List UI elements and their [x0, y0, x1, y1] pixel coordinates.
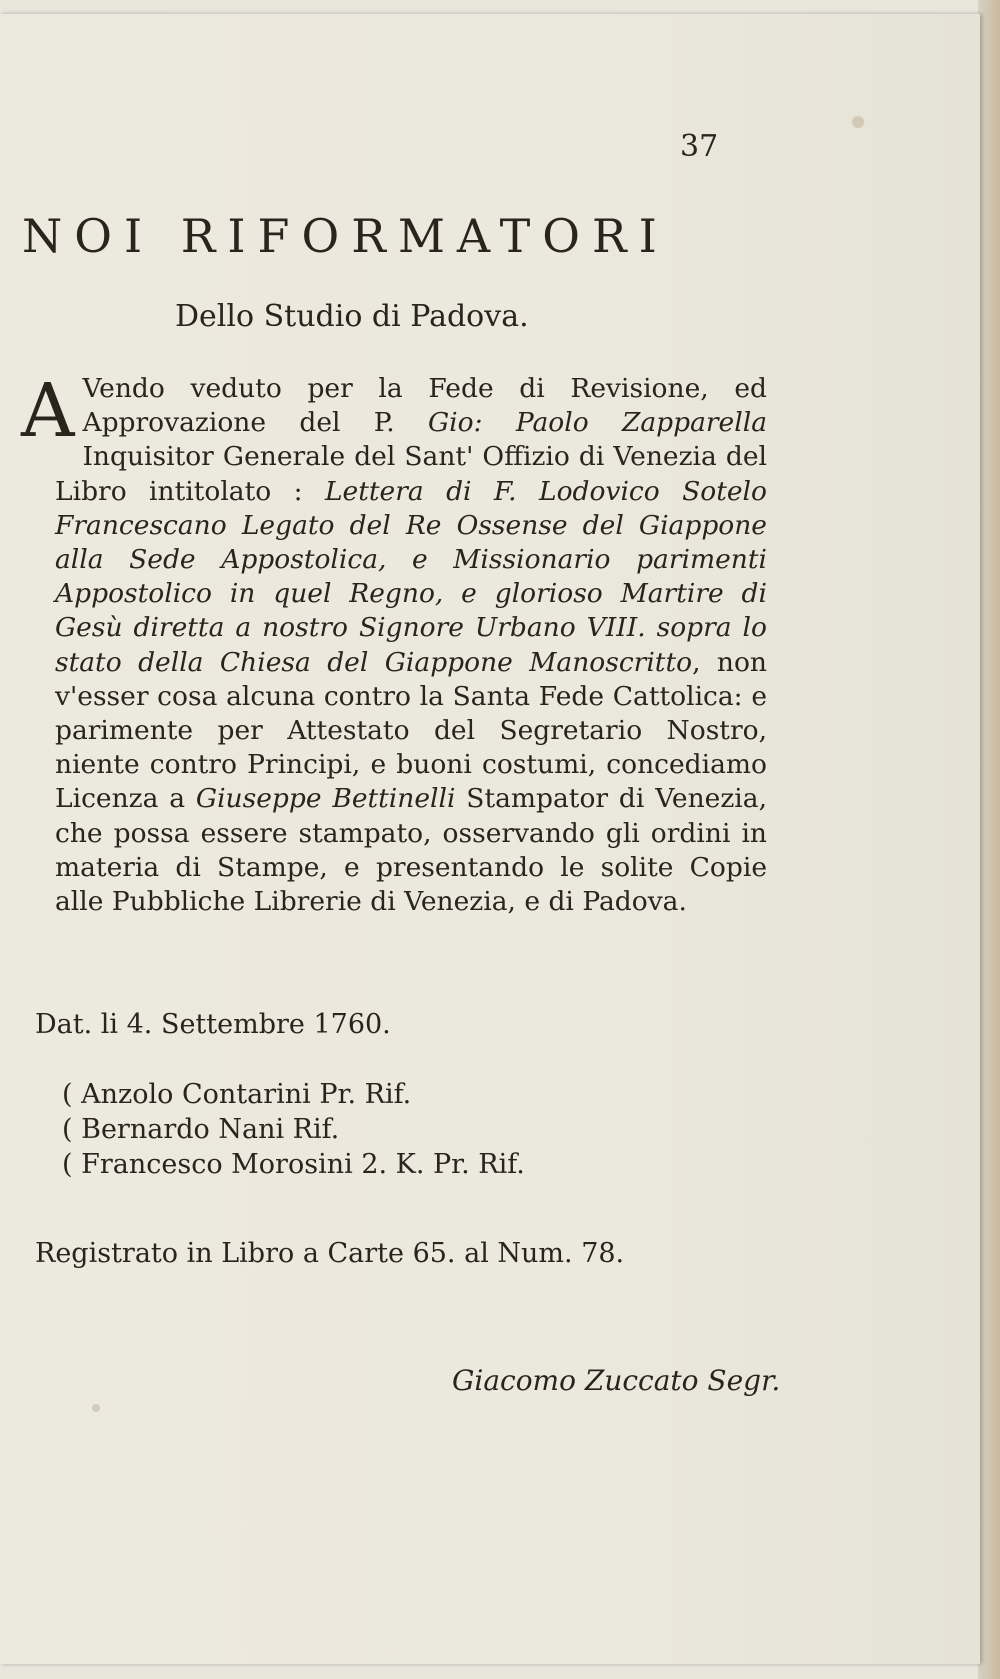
text-segment: Stampator di Venezia, che possa essere stampato, osservando gli ordini in materia di Stampe, e presentando le solite Copie alle Pubbliche Librerie di Venezia, e di Padova. — [55, 783, 767, 918]
signatories-list — [62, 1077, 525, 1182]
text-segment: Inquisitor Generale del Sant' Offizio di Venezia del Libro intitolato : — [55, 441, 767, 507]
drop-cap: A — [21, 368, 75, 454]
page-subtitle: Dello Studio di Padova. — [175, 299, 529, 334]
register-line: Registrato in Libro a Carte 65. al Num. 78. — [35, 1238, 625, 1269]
signatory: ( Anzolo Contarini Pr. Rif. — [62, 1079, 412, 1110]
document-page — [0, 14, 980, 1664]
page-edge — [978, 0, 1000, 1679]
license-paragraph — [21, 368, 767, 919]
date-line: Dat. li 4. Settembre 1760. — [35, 1009, 391, 1040]
page-number: 37 — [680, 129, 719, 164]
text-segment-italic: Gio: Paolo Zapparella — [427, 407, 767, 439]
text-segment: , non v'esser cosa alcuna contro la Santa Fede Cattolica: e parimente per Attestato del Segretario Nostro, niente contro Principi, e buoni costumi, concediamo Licenza a — [55, 646, 767, 815]
secretary-signature: Giacomo Zuccato Segr. — [452, 1364, 781, 1397]
paper-stain — [92, 1404, 100, 1412]
text-segment-italic: Lettera di F. Lodovico Sotelo Francescano Legato del Re Ossense del Giappone alla Sede Appostolica, e Missionario parimenti Appostolico in quel Regno, e glorioso Martire di Gesù diretta a nostro Signore Urbano VIII. sopra lo stato della Chiesa del Giappone Manoscritto — [55, 475, 767, 678]
signatory: ( Francesco Morosini 2. K. Pr. Rif. — [62, 1149, 525, 1180]
page-title: NOI RIFORMATORI — [22, 209, 669, 263]
text-segment: Vendo veduto per la Fede di Revisione, ed Approvazione del P. — [82, 373, 767, 439]
paper-stain — [852, 116, 864, 128]
signatory: ( Bernardo Nani Rif. — [62, 1114, 340, 1145]
text-segment-italic: Giuseppe Bettinelli — [195, 783, 456, 815]
